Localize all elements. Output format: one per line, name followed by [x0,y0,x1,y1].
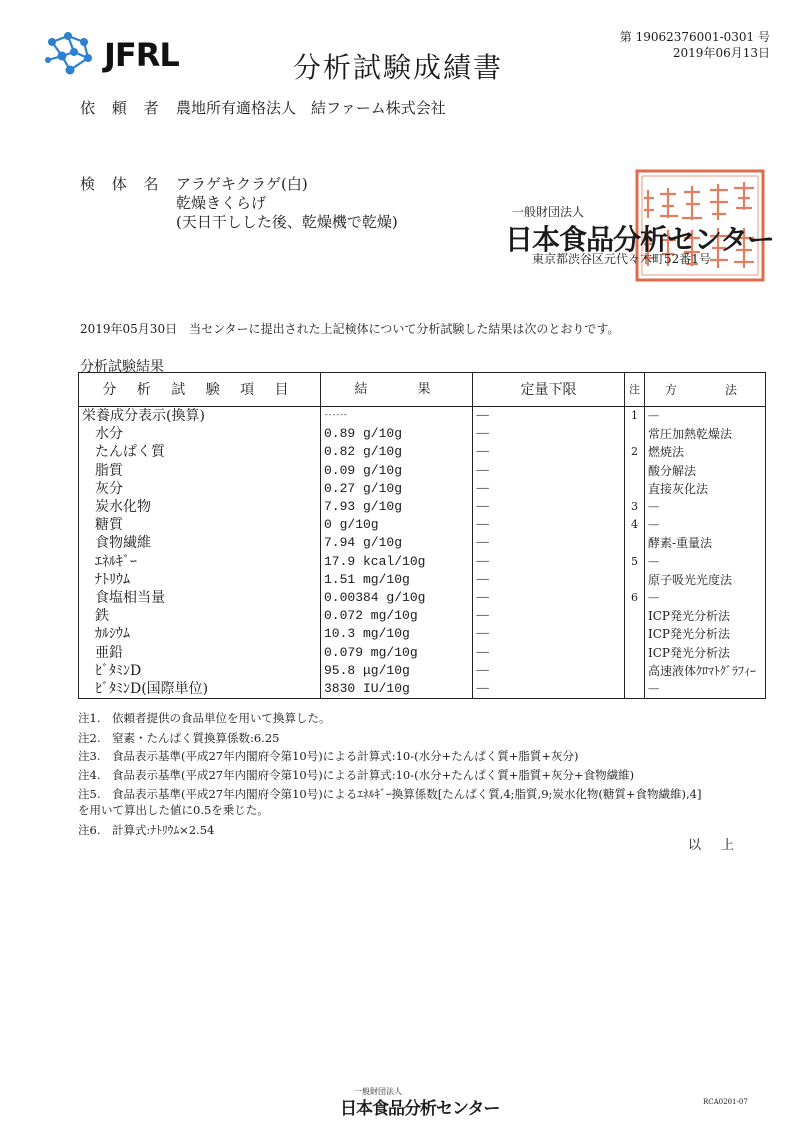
sample-label: 検 体 名 [80,175,165,193]
result-limit: ------ [473,571,625,589]
result-value: 0.89 g/10g [321,425,473,443]
result-method: ------ [648,411,659,421]
result-note [625,534,645,552]
result-item: 鉄 [79,607,321,625]
result-method: 燃焼法 [648,445,685,460]
organization-type: 一般財団法人 [512,205,585,219]
results-heading: 分析試験結果 [80,359,164,375]
result-item: 炭水化物 [79,498,321,516]
result-row [79,625,766,643]
result-value: 0.00384 g/10g [321,589,473,607]
result-row [79,516,766,534]
result-value: 0 g/10g [321,516,473,534]
result-item: ﾅﾄﾘｳﾑ [79,571,321,589]
header-limit: 定量下限 [473,373,625,407]
result-item: 食塩相当量 [79,589,321,607]
header-result: 結 果 [321,373,473,407]
result-item: 亜鉛 [79,643,321,661]
result-method: ICP発光分析法 [648,645,730,660]
footer-organization-type: 一般財団法人 [354,1087,402,1096]
result-note [625,462,645,480]
result-limit: ------ [473,607,625,625]
form-code: RCA0201-07 [703,1098,748,1106]
result-note: 3 [625,498,645,516]
organization-address: 東京都渋谷区元代々木町52番1号 [532,252,711,266]
result-item: ｴﾈﾙｷﾞｰ [79,553,321,571]
header-item: 分 析 試 験 項 目 [79,373,321,407]
logo-text: JFRL [104,36,179,74]
note-2: 注2. 窒素・たんぱく質換算係数:6.25 [78,731,280,745]
result-method: ICP発光分析法 [648,627,730,642]
result-method: ------ [648,502,659,512]
result-row [79,534,766,552]
result-note: 6 [625,589,645,607]
result-value: 0.072 mg/10g [321,607,473,625]
result-item: 灰分 [79,480,321,498]
result-note: 1 [625,407,645,426]
result-item: 食物繊維 [79,534,321,552]
result-item: ｶﾙｼｳﾑ [79,625,321,643]
result-row [79,662,766,680]
note-3: 注3. 食品表示基準(平成27年内閣府令第10号)による計算式:10-(水分+たんぱく質+脂質+灰分) [78,749,579,763]
result-value: ------ [321,407,473,426]
result-row [79,589,766,607]
result-value: 0.079 mg/10g [321,643,473,661]
result-limit: ------ [473,462,625,480]
result-value: 95.8 μg/10g [321,662,473,680]
sample-name-line-1: アラゲキクラゲ(白) [176,175,308,193]
results-table [78,372,766,699]
client-label: 依 頼 者 [80,99,165,117]
result-limit: ------ [473,662,625,680]
result-limit: ------ [473,498,625,516]
result-value: 10.3 mg/10g [321,625,473,643]
result-value: 0.09 g/10g [321,462,473,480]
result-method: 常圧加熱乾燥法 [648,427,733,442]
result-item: ﾋﾞﾀﾐﾝD [79,662,321,680]
result-item: 糖質 [79,516,321,534]
result-row [79,443,766,461]
result-method: 酵素-重量法 [648,536,713,551]
result-row [79,480,766,498]
result-limit: ------ [473,407,625,426]
result-value: 17.9 kcal/10g [321,553,473,571]
result-row [79,571,766,589]
result-note [625,480,645,498]
result-value: 7.94 g/10g [321,534,473,552]
result-note [625,680,645,699]
header-method: 方 法 [645,373,766,407]
result-limit: ------ [473,516,625,534]
results-header-row [79,373,766,407]
closing-mark: 以上 [688,838,755,853]
result-method: ------ [648,520,659,530]
result-row [79,498,766,516]
result-method: 直接灰化法 [648,481,709,496]
result-item: たんぱく質 [79,443,321,461]
result-row [79,462,766,480]
client-value: 農地所有適格法人 結ファーム株式会社 [176,99,446,117]
result-note [625,425,645,443]
result-limit: ------ [473,589,625,607]
result-row [79,407,766,426]
document-title: 分析試験成績書 [292,51,503,84]
result-limit: ------ [473,480,625,498]
issue-date: 2019年06月13日 [672,46,770,60]
result-note [625,571,645,589]
intro-text: 2019年05月30日 当センターに提出された上記検体について分析試験した結果は次のとおりです。 [80,322,620,336]
note-5: 注5. 食品表示基準(平成27年内閣府令第10号)によるｴﾈﾙｷﾞｰ換算係数[たんぱく質,4;脂質,9;炭水化物(糖質+食物繊維),4] [78,787,702,801]
result-value: 7.93 g/10g [321,498,473,516]
result-row [79,643,766,661]
result-note [625,625,645,643]
result-note: 2 [625,443,645,461]
result-method: ICP発光分析法 [648,609,730,624]
result-note [625,607,645,625]
result-note: 4 [625,516,645,534]
result-item: 栄養成分表示(換算) [79,407,321,426]
result-limit: ------ [473,643,625,661]
result-note: 5 [625,553,645,571]
result-limit: ------ [473,425,625,443]
header-note: 注 [625,373,645,407]
result-method: ------ [648,592,659,602]
result-note [625,643,645,661]
result-method: 高速液体ｸﾛﾏﾄｸﾞﾗﾌｨｰ [648,663,757,678]
note-6: 注6. 計算式:ﾅﾄﾘｳﾑ×2.54 [78,823,215,837]
result-row [79,680,766,699]
result-item: 水分 [79,425,321,443]
result-row [79,425,766,443]
result-method: ------ [648,556,659,566]
note-1: 注1. 依頼者提供の食品単位を用いて換算した。 [78,711,331,725]
footer-organization-name: 日本食品分析センター [340,1099,500,1119]
result-limit: ------ [473,680,625,699]
result-item: 脂質 [79,462,321,480]
sample-name-line-3: (天日干しした後、乾燥機で乾燥) [176,213,398,231]
organization-name: 日本食品分析センター [505,223,774,256]
result-value: 1.51 mg/10g [321,571,473,589]
result-row [79,553,766,571]
note-5-continued: を用いて算出した値に0.5を乗じた。 [78,803,269,817]
result-limit: ------ [473,443,625,461]
result-value: 0.27 g/10g [321,480,473,498]
result-row [79,607,766,625]
result-method: 原子吸光光度法 [648,572,733,587]
note-4: 注4. 食品表示基準(平成27年内閣府令第10号)による計算式:10-(水分+たんぱく質+脂質+灰分+食物繊維) [78,768,635,782]
result-item: ﾋﾞﾀﾐﾝD(国際単位) [79,680,321,699]
result-note [625,662,645,680]
result-method: 酸分解法 [648,463,697,478]
result-limit: ------ [473,625,625,643]
result-value: 3830 IU/10g [321,680,473,699]
result-value: 0.82 g/10g [321,443,473,461]
result-limit: ------ [473,534,625,552]
document-number: 第 19062376001-0301 号 [619,30,770,44]
result-method: ------ [648,683,659,693]
sample-name-line-2: 乾燥きくらげ [176,194,267,212]
result-limit: ------ [473,553,625,571]
